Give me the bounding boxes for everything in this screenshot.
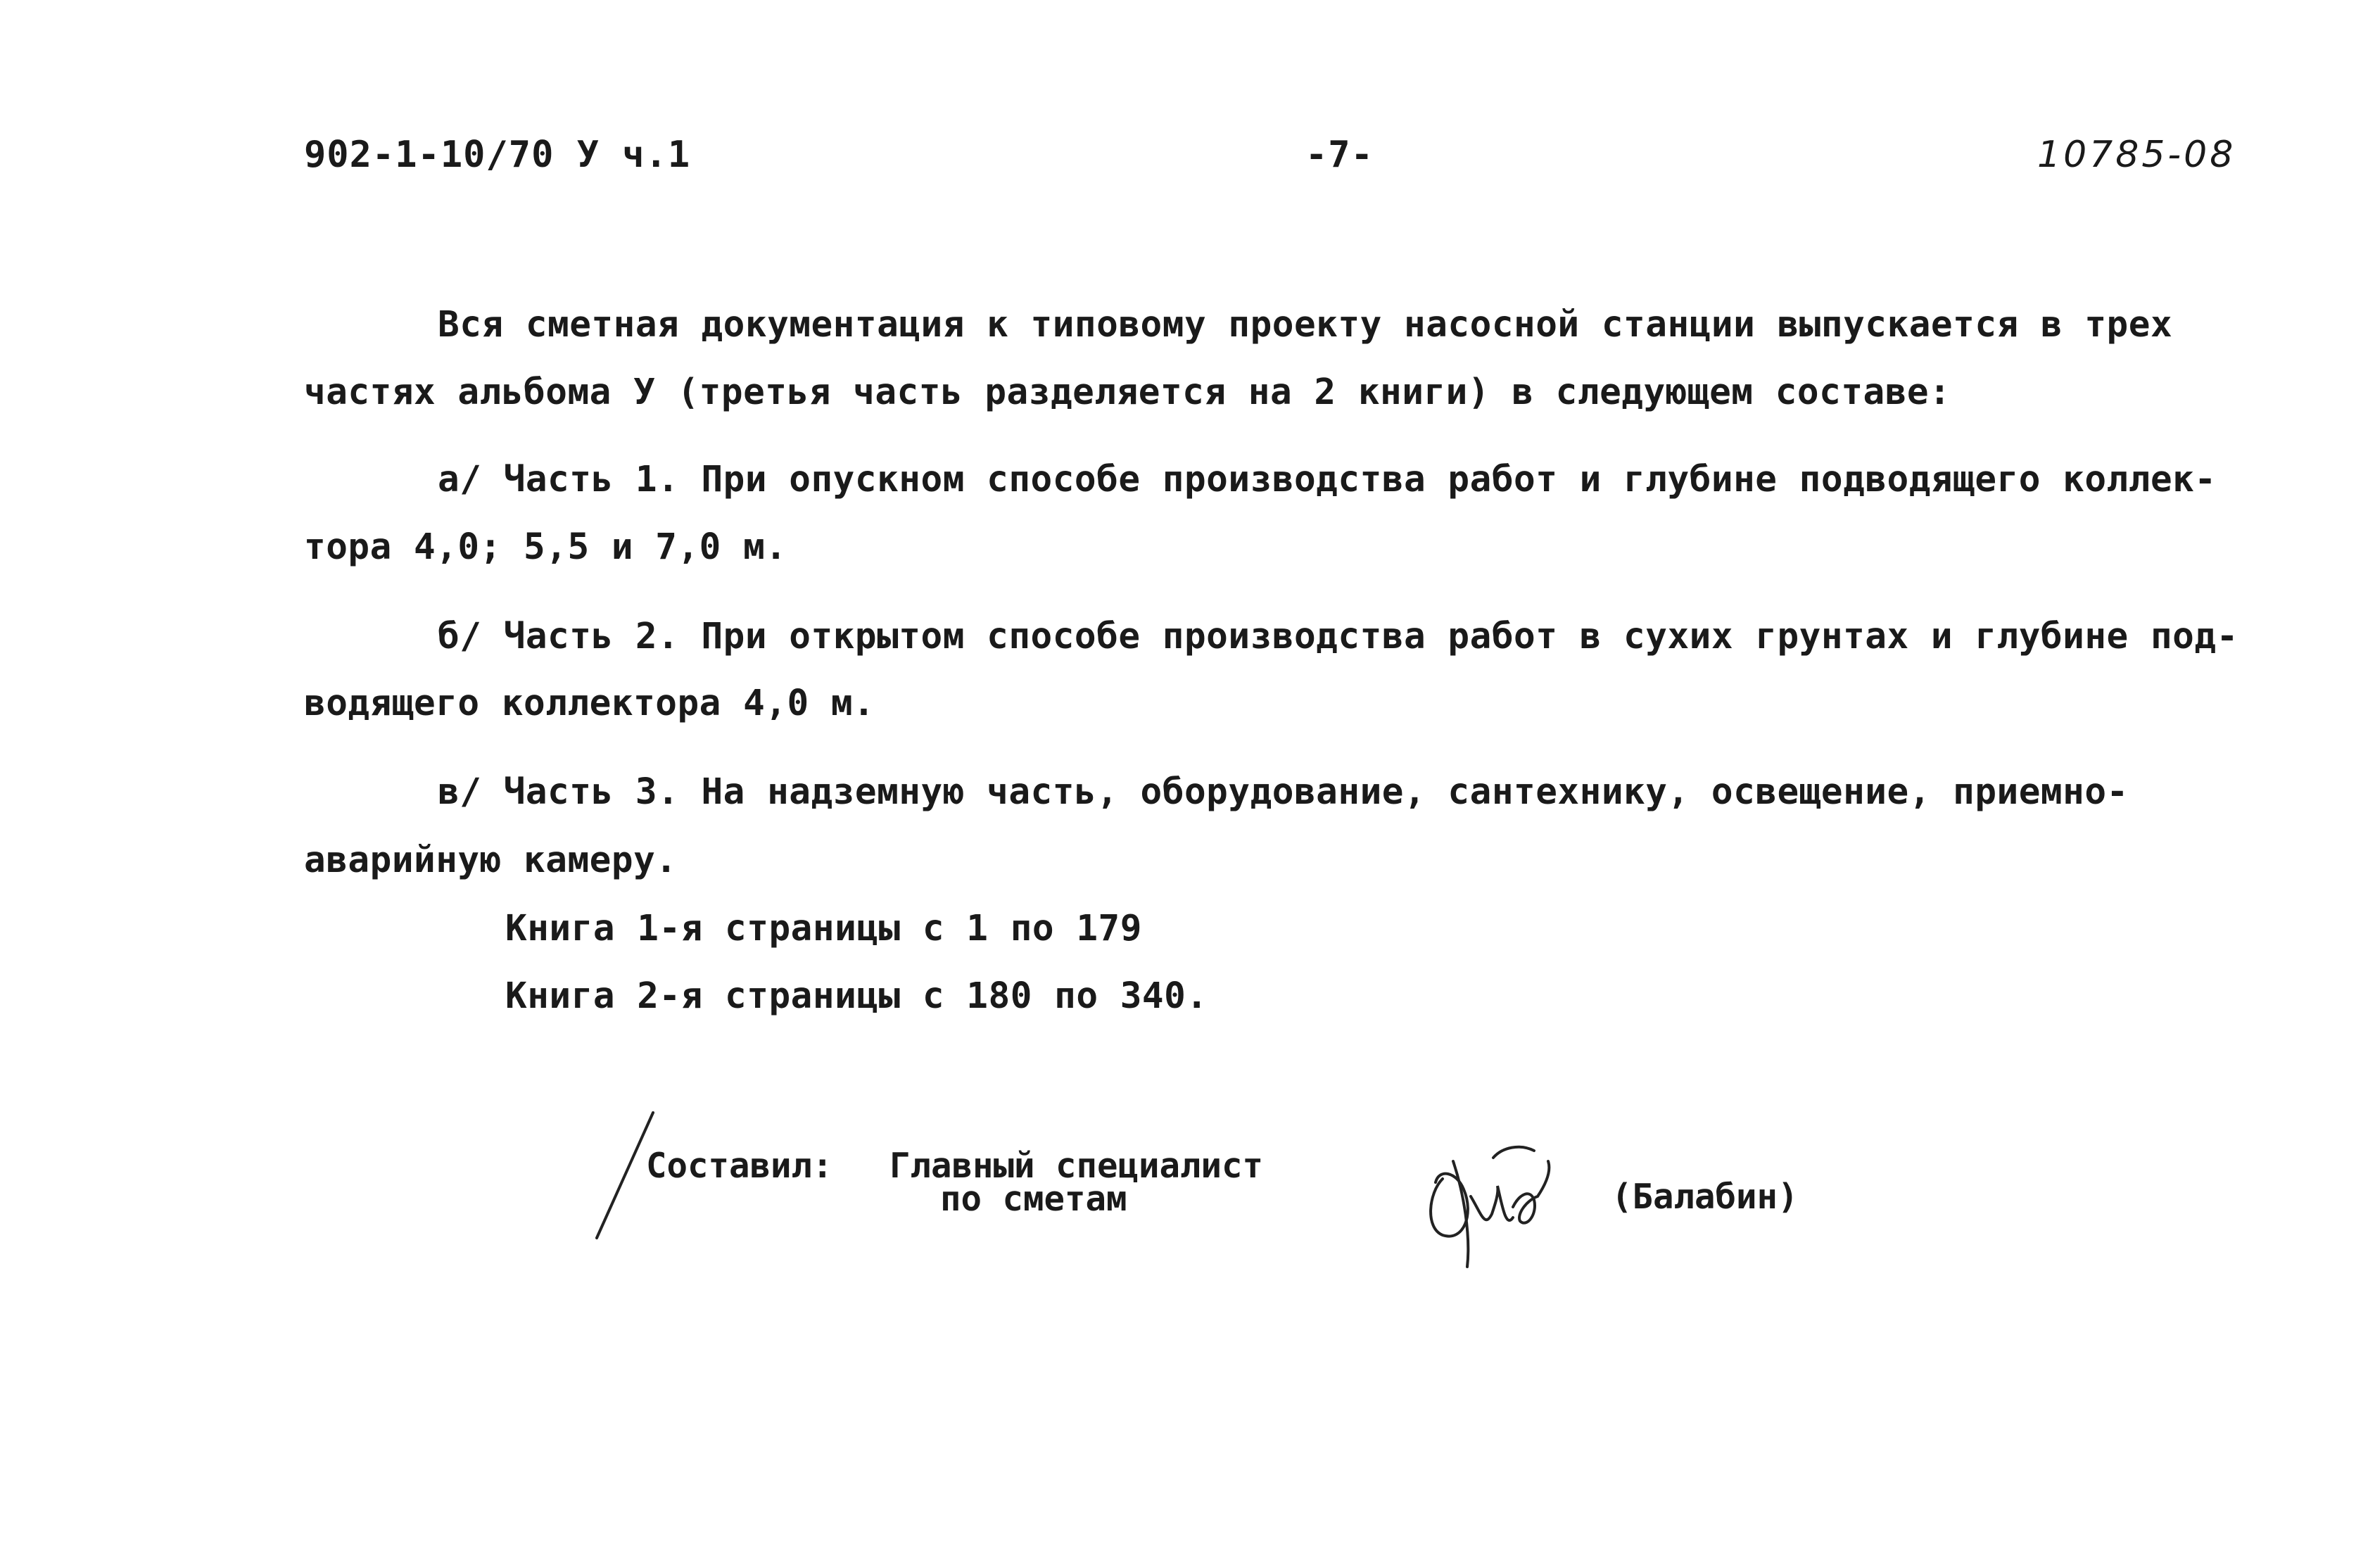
item-v-line-2: аварийную камеру. bbox=[304, 840, 678, 881]
document-designation: 902-1-10/70 У ч.1 bbox=[304, 134, 691, 176]
compiler-role-line-2: по сметам bbox=[940, 1179, 1127, 1219]
item-v-line-1: в/ Часть 3. На надземную часть, оборудование, сантехнику, освещение, приемно- bbox=[438, 771, 2129, 813]
item-b-line-1: б/ Часть 2. При открытом способе производства работ в сухих грунтах и глубине под- bbox=[438, 616, 2238, 657]
compiler-name: (Балабин) bbox=[1611, 1177, 1799, 1217]
compiled-by-label: Составил: bbox=[646, 1146, 833, 1186]
page-number: -7- bbox=[1305, 134, 1374, 176]
item-b-line-2: водящего коллектора 4,0 м. bbox=[304, 683, 875, 724]
item-a-line-2: тора 4,0; 5,5 и 7,0 м. bbox=[304, 526, 787, 568]
inventory-number: 10785-08 bbox=[2037, 134, 2236, 176]
compiler-role-line-1: Главный специалист bbox=[889, 1146, 1264, 1186]
book-2-pages: Книга 2-я страницы с 180 по 340. bbox=[505, 975, 1208, 1017]
handwritten-signature bbox=[1414, 1130, 1569, 1270]
intro-line-2: частях альбома У (третья часть разделяется на 2 книги) в следующем составе: bbox=[304, 372, 1951, 413]
intro-line-1: Вся сметная документация к типовому проекту насосной станции выпускается в трех bbox=[438, 304, 2173, 346]
book-1-pages: Книга 1-я страницы с 1 по 179 bbox=[505, 908, 1142, 949]
item-a-line-1: а/ Часть 1. При опускном способе производства работ и глубине подводящего коллек- bbox=[438, 459, 2217, 500]
